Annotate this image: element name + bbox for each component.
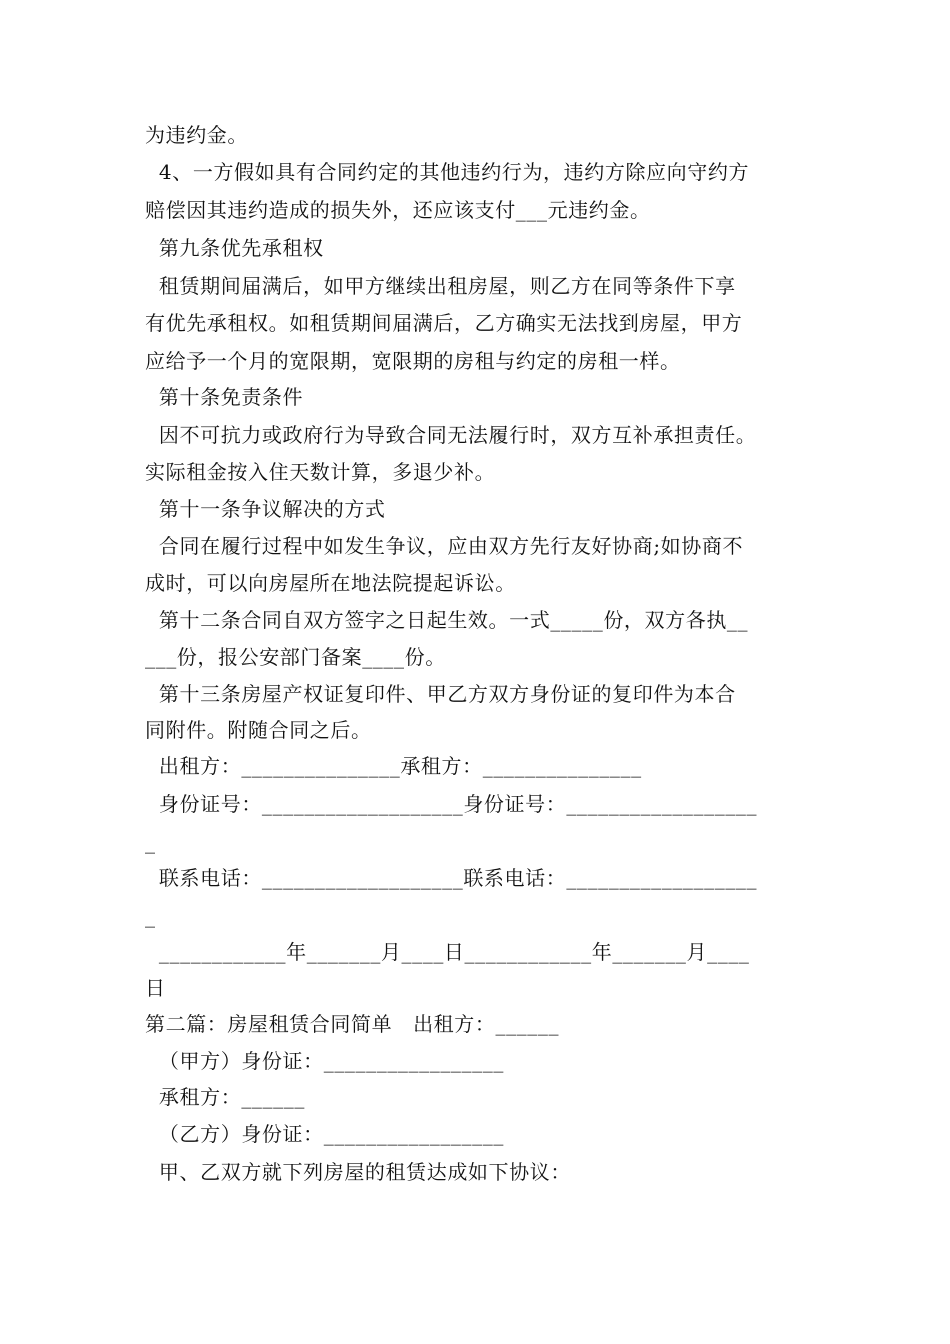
text-line: 为违约金。 xyxy=(145,123,248,147)
signature-line: 身份证号：___________________身份证号：__________________ xyxy=(145,792,758,816)
text-line: （甲方）身份证：_________________ xyxy=(145,1049,504,1073)
section-heading: 第十条免责条件 xyxy=(145,385,304,409)
text-line: 有优先承租权。如租赁期间届满后，乙方确实无法找到房屋，甲方 xyxy=(145,311,743,335)
text-line: 第十三条房屋产权证复印件、甲乙方双方身份证的复印件为本合 xyxy=(145,682,736,706)
text-line: 应给予一个月的宽限期，宽限期的房租与约定的房租一样。 xyxy=(145,349,681,373)
text-line: 租赁期间届满后，如甲方继续出租房屋，则乙方在同等条件下享 xyxy=(145,274,736,298)
date-line: ____________年_______月____日____________年_______月____ xyxy=(145,940,750,964)
text-line: 成时，可以向房屋所在地法院提起诉讼。 xyxy=(145,571,516,595)
section-heading: 第二篇：房屋租赁合同简单 出租方：______ xyxy=(145,1012,560,1036)
section-heading: 第九条优先承租权 xyxy=(145,236,324,260)
text-line: 实际租金按入住天数计算，多退少补。 xyxy=(145,460,496,484)
text-line: 赔偿因其违约造成的损失外，还应该支付___元违约金。 xyxy=(145,198,651,222)
text-line: 4、一方假如具有合同约定的其他违约行为，违约方除应向守约方 xyxy=(145,160,750,184)
section-heading: 第十一条争议解决的方式 xyxy=(145,497,386,521)
signature-line: _ xyxy=(145,830,156,854)
text-line: 甲、乙双方就下列房屋的租赁达成如下协议： xyxy=(145,1160,571,1184)
text-line: 承租方：______ xyxy=(145,1085,305,1109)
text-line: ___份，报公安部门备案____份。 xyxy=(145,645,446,669)
signature-line: 出租方：_______________承租方：_______________ xyxy=(145,754,642,778)
signature-line: 联系电话：___________________联系电话：__________________ xyxy=(145,866,758,890)
date-line: 日 xyxy=(145,976,166,1000)
text-line: 第十二条合同自双方签字之日起生效。一式_____份，双方各执__ xyxy=(145,608,749,632)
text-line: （乙方）身份证：_________________ xyxy=(145,1122,504,1146)
text-line: 因不可抗力或政府行为导致合同无法履行时，双方互补承担责任。 xyxy=(145,423,757,447)
text-line: 合同在履行过程中如发生争议，应由双方先行友好协商;如协商不 xyxy=(145,534,744,558)
text-line: 同附件。附随合同之后。 xyxy=(145,718,372,742)
signature-line: _ xyxy=(145,904,156,928)
